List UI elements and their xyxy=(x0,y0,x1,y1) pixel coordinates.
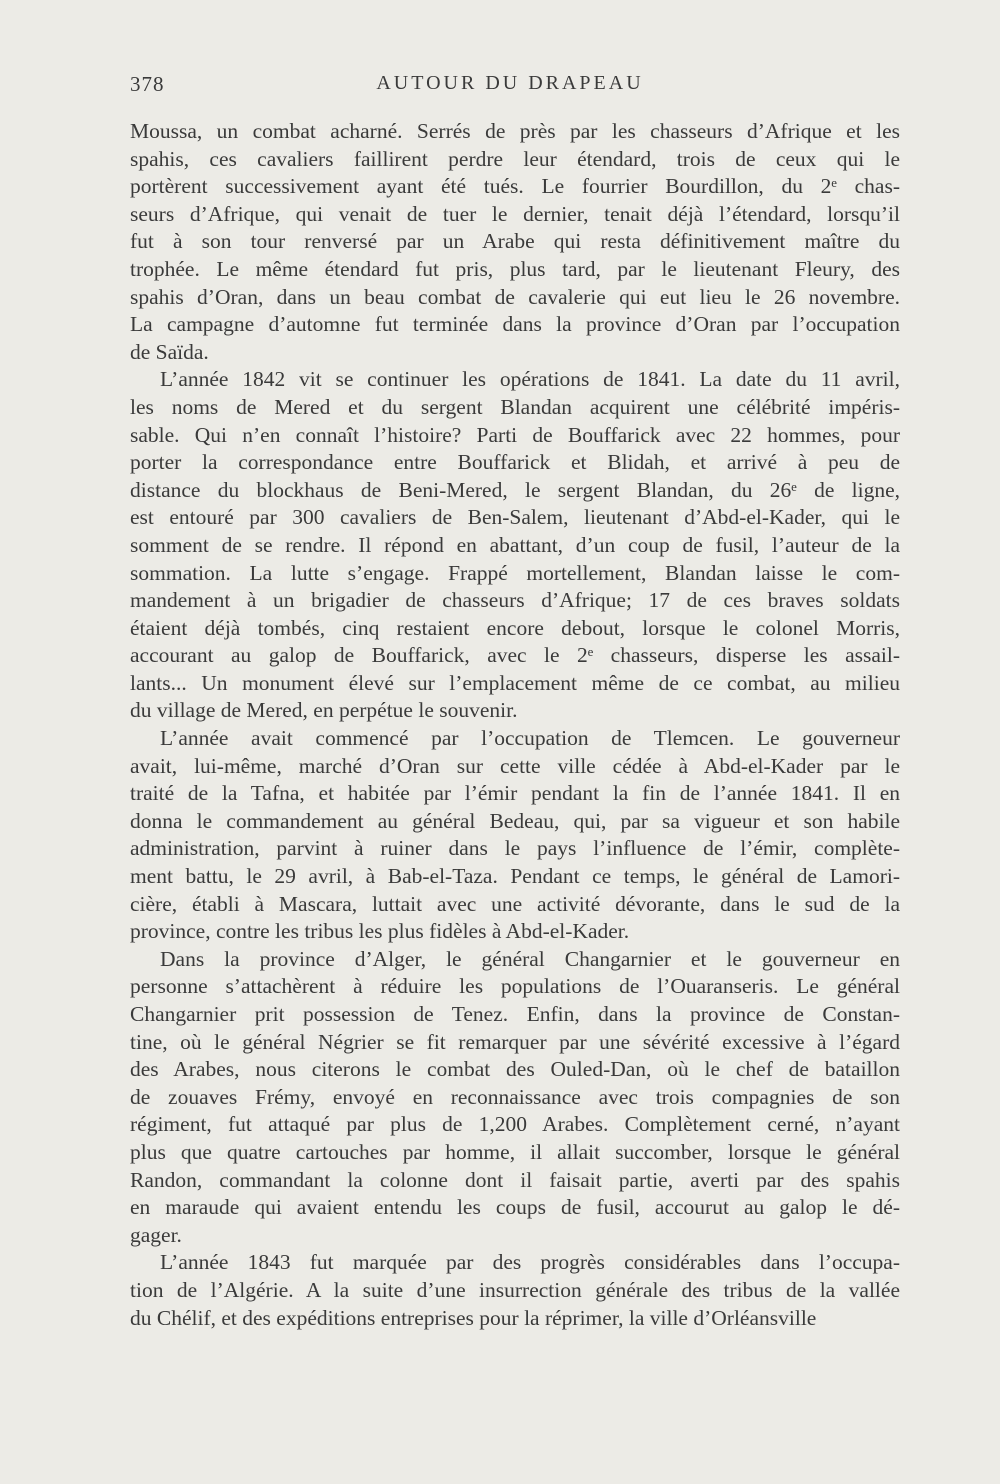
text-line: Dans la province d’Alger, le général Changarnier et le gouverneur en xyxy=(160,946,900,971)
text-line: gager. xyxy=(130,1222,182,1247)
text-line: L’année avait commencé par l’occupation de Tlemcen. Le gouverneur xyxy=(160,726,900,751)
text-line: traité de la Tafna, et habitée par l’émir pendant la fin de l’année 1841. Il en xyxy=(130,781,900,806)
text-line: province, contre les tribus les plus fidèles à Abd-el-Kader. xyxy=(130,919,630,944)
text-line: L’année 1842 vit se continuer les opérations de 1841. La date du 11 avril, xyxy=(160,367,900,392)
text-line: mandement à un brigadier de chasseurs d’Afrique; 17 de ces braves soldats xyxy=(130,588,900,613)
text-line: les noms de Mered et du sergent Blandan acquirent une célébrité impéris- xyxy=(130,394,900,419)
text-line: Randon, commandant la colonne dont il faisait partie, averti par des spahis xyxy=(130,1167,900,1192)
paragraph xyxy=(130,118,900,366)
text-line: fut à son tour renversé par un Arabe qui resta définitivement maître du xyxy=(130,229,900,254)
text-line: du village de Mered, en perpétue le souvenir. xyxy=(130,698,518,723)
text-line: sommation. La lutte s’engage. Frappé mortellement, Blandan laisse le com- xyxy=(130,560,900,585)
text-line: portèrent successivement ayant été tués. Le fourrier Bourdillon, du 2ᵉ chas- xyxy=(130,174,900,199)
page-number: 378 xyxy=(130,72,165,96)
paragraph xyxy=(130,1249,900,1332)
text-line: du Chélif, et des expéditions entreprises pour la réprimer, la ville d’Orléansville xyxy=(130,1305,817,1330)
text-line: administration, parvint à ruiner dans le pays l’influence de l’émir, complète- xyxy=(130,836,900,861)
text-line: La campagne d’automne fut terminée dans la province d’Oran par l’occupation xyxy=(130,312,900,337)
text-line: plus que quatre cartouches par homme, il allait succomber, lorsque le général xyxy=(130,1139,900,1164)
page-header xyxy=(130,72,890,102)
text-line: spahis d’Oran, dans un beau combat de cavalerie qui eut lieu le 26 novembre. xyxy=(130,284,900,309)
text-line: étaient déjà tombés, cinq restaient encore debout, lorsque le colonel Morris, xyxy=(130,615,900,640)
text-line: distance du blockhaus de Beni-Mered, le sergent Blandan, du 26ᵉ de ligne, xyxy=(130,477,900,502)
paragraph xyxy=(130,366,900,725)
text-line: en maraude qui avaient entendu les coups de fusil, accourut au galop le dé- xyxy=(130,1195,900,1220)
running-title: AUTOUR DU DRAPEAU xyxy=(376,72,644,94)
text-line: régiment, fut attaqué par plus de 1,200 Arabes. Complètement cerné, n’ayant xyxy=(130,1112,900,1137)
text-line: L’année 1843 fut marquée par des progrès considérables dans l’occupa- xyxy=(160,1250,900,1275)
text-line: sable. Qui n’en connaît l’histoire? Parti de Bouffarick avec 22 hommes, pour xyxy=(130,422,900,447)
text-line: avait, lui-même, marché d’Oran sur cette ville cédée à Abd-el-Kader par le xyxy=(130,753,900,778)
text-line: est entouré par 300 cavaliers de Ben-Salem, lieutenant d’Abd-el-Kader, qui le xyxy=(130,505,900,530)
text-line: tine, où le général Négrier se fit remarquer par une sévérité excessive à l’égard xyxy=(130,1029,900,1054)
text-line: Moussa, un combat acharné. Serrés de près par les chasseurs d’Afrique et les xyxy=(130,119,900,143)
text-line: accourant au galop de Bouffarick, avec le 2ᵉ chasseurs, disperse les assail- xyxy=(130,643,900,668)
text-line: donna le commandement au général Bedeau, qui, par sa vigueur et son habile xyxy=(130,808,900,833)
text-line: personne s’attachèrent à réduire les populations de l’Ouaranseris. Le général xyxy=(130,974,900,999)
text-line: des Arabes, nous citerons le combat des Ouled-Dan, où le chef de bataillon xyxy=(130,1057,900,1082)
text-line: tion de l’Algérie. A la suite d’une insurrection générale des tribus de la vallée xyxy=(130,1277,900,1302)
paragraph xyxy=(130,725,900,946)
text-line: Changarnier prit possession de Tenez. Enfin, dans la province de Constan- xyxy=(130,1002,900,1026)
text-line: ment battu, le 29 avril, à Bab-el-Taza. Pendant ce temps, le général de Lamori- xyxy=(130,864,900,889)
text-line: spahis, ces cavaliers faillirent perdre leur étendard, trois de ceux qui le xyxy=(130,146,900,171)
text-line: lants... Un monument élevé sur l’emplacement même de ce combat, au milieu xyxy=(130,670,900,695)
text-line: trophée. Le même étendard fut pris, plus tard, par le lieutenant Fleury, des xyxy=(130,256,900,281)
text-line: de zouaves Frémy, envoyé en reconnaissance avec trois compagnies de son xyxy=(130,1084,900,1109)
text-line: de Saïda. xyxy=(130,339,209,364)
paragraph xyxy=(130,946,900,1250)
text-line: porter la correspondance entre Bouffarick et Blidah, et arrivé à peu de xyxy=(130,450,900,475)
text-line: seurs d’Afrique, qui venait de tuer le dernier, tenait déjà l’étendard, lorsqu’il xyxy=(130,201,900,226)
body-text xyxy=(130,118,900,1332)
text-line: somment de se rendre. Il répond en abattant, d’un coup de fusil, l’auteur de la xyxy=(130,532,900,557)
text-line: cière, établi à Mascara, luttait avec une activité dévorante, dans le sud de la xyxy=(130,891,900,916)
